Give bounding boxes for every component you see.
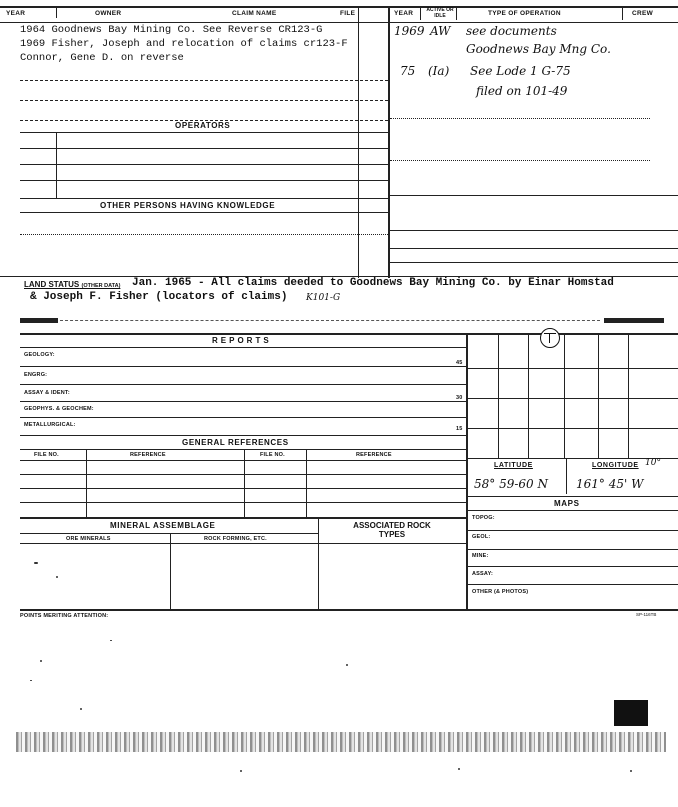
rule bbox=[468, 510, 678, 511]
rule bbox=[468, 566, 678, 567]
land-status-note: K101-G bbox=[306, 293, 341, 303]
report-num: 15 bbox=[456, 426, 463, 432]
points-attention-label: POINTS MERITING ATTENTION: bbox=[20, 613, 109, 619]
owner-row: Connor, Gene D. on reverse bbox=[20, 52, 184, 64]
rule bbox=[390, 160, 650, 161]
rule bbox=[390, 248, 678, 249]
op-year: 75 bbox=[400, 64, 416, 78]
rule bbox=[20, 164, 388, 165]
divider bbox=[622, 8, 623, 20]
op-text: see documents bbox=[466, 24, 557, 38]
divider bbox=[318, 517, 319, 609]
longitude-label: LONGITUDE bbox=[592, 462, 639, 469]
reports-heading: REPORTS bbox=[212, 336, 272, 345]
rule bbox=[60, 320, 600, 321]
land-status-line1: Jan. 1965 - All claims deeded to Goodnews Bay Mining Co. by Einar Homstad bbox=[132, 277, 614, 289]
rule bbox=[20, 198, 388, 199]
ref-col-reference: REFERENCE bbox=[130, 452, 166, 458]
divider bbox=[244, 449, 245, 517]
divider bbox=[56, 8, 57, 18]
ref-col-file: FILE NO. bbox=[34, 452, 59, 458]
speck bbox=[34, 562, 38, 564]
divider bbox=[86, 449, 87, 517]
rule bbox=[20, 100, 388, 101]
rule bbox=[20, 609, 678, 611]
divider bbox=[566, 458, 567, 494]
speck bbox=[30, 680, 32, 681]
rule bbox=[20, 148, 388, 149]
rule bbox=[20, 533, 318, 534]
speck bbox=[240, 770, 242, 772]
divider bbox=[56, 132, 57, 198]
rule bbox=[20, 435, 466, 436]
mineral-col-rock: ROCK FORMING, ETC. bbox=[204, 536, 267, 542]
rule bbox=[20, 401, 466, 402]
form-number: SP-116TB bbox=[636, 612, 657, 617]
scan-blot bbox=[614, 700, 648, 726]
report-label: ENGRG: bbox=[24, 372, 48, 378]
ref-col-file2: FILE NO. bbox=[260, 452, 285, 458]
report-label: ASSAY & IDENT: bbox=[24, 390, 70, 396]
speck bbox=[40, 660, 42, 662]
speck bbox=[630, 770, 632, 772]
rule bbox=[20, 502, 466, 503]
rule bbox=[20, 488, 466, 489]
col-owner: OWNER bbox=[95, 10, 122, 17]
latitude-label: LATITUDE bbox=[494, 462, 533, 469]
op-status: (Ia) bbox=[428, 64, 450, 78]
rule bbox=[20, 347, 466, 348]
township-grid bbox=[468, 334, 678, 458]
op-text: See Lode 1 G-75 bbox=[470, 64, 571, 78]
rule bbox=[20, 234, 388, 235]
speck bbox=[346, 664, 348, 666]
scan-smear bbox=[16, 732, 666, 752]
circled-t-marker bbox=[540, 328, 560, 348]
op-status: AW bbox=[430, 24, 451, 38]
speck bbox=[56, 576, 58, 578]
map-row: OTHER (& PHOTOS) bbox=[472, 589, 529, 595]
col-claim-name: CLAIM NAME bbox=[232, 10, 277, 17]
ref-col-reference2: REFERENCE bbox=[356, 452, 392, 458]
map-row: TOPOG: bbox=[472, 515, 495, 521]
op-year: 1969 bbox=[394, 24, 425, 38]
mineral-assemblage-heading: MINERAL ASSEMBLAGE bbox=[110, 521, 216, 530]
rule bbox=[390, 262, 678, 263]
owner-row: 1969 Fisher, Joseph and relocation of claims cr123-F bbox=[20, 38, 348, 50]
rule bbox=[20, 366, 466, 367]
rule bbox=[20, 180, 388, 181]
divider bbox=[306, 449, 307, 517]
divider bbox=[388, 8, 390, 278]
longitude-mark: 10° bbox=[645, 458, 661, 468]
report-label: GEOLOGY: bbox=[24, 352, 55, 358]
smudge bbox=[604, 318, 664, 323]
col-type-of-operation: TYPE OF OPERATION bbox=[488, 10, 561, 17]
associated-rock-types-heading: ASSOCIATED ROCK TYPES bbox=[353, 521, 431, 539]
rule bbox=[390, 230, 678, 231]
rule bbox=[20, 474, 466, 475]
map-row: ASSAY: bbox=[472, 571, 494, 577]
land-status-line2: & Joseph F. Fisher (locators of claims) bbox=[30, 291, 288, 303]
latitude-value: 58° 59-60 N bbox=[474, 477, 548, 491]
map-row: MINE: bbox=[472, 553, 489, 559]
col-active-idle: ACTIVE OR IDLE bbox=[426, 7, 454, 19]
general-references-heading: GENERAL REFERENCES bbox=[182, 438, 289, 447]
rule bbox=[20, 132, 388, 133]
land-status-label: LAND STATUS (OTHER DATA) bbox=[24, 280, 121, 289]
col-file: FILE bbox=[340, 10, 356, 17]
col-year: YEAR bbox=[6, 10, 26, 17]
rule bbox=[20, 417, 466, 418]
speck bbox=[458, 768, 460, 770]
maps-heading: MAPS bbox=[554, 499, 580, 508]
operators-heading: OPERATORS bbox=[175, 121, 231, 130]
divider bbox=[456, 8, 457, 20]
rule bbox=[20, 543, 466, 544]
rule bbox=[468, 584, 678, 585]
speck bbox=[110, 640, 112, 641]
rule bbox=[468, 549, 678, 550]
rule bbox=[20, 384, 466, 385]
divider bbox=[420, 8, 421, 20]
divider bbox=[358, 8, 359, 278]
rule bbox=[468, 496, 678, 497]
report-label: GEOPHYS. & GEOCHEM: bbox=[24, 406, 94, 412]
col-year2: YEAR bbox=[394, 10, 414, 17]
rule bbox=[20, 80, 388, 81]
map-row: GEOL: bbox=[472, 534, 491, 540]
divider bbox=[170, 533, 171, 609]
report-num: 30 bbox=[456, 395, 463, 401]
rule bbox=[390, 118, 650, 119]
rule bbox=[468, 530, 678, 531]
rule bbox=[20, 212, 388, 213]
other-persons-heading: OTHER PERSONS HAVING KNOWLEDGE bbox=[100, 201, 276, 210]
report-label: METALLURGICAL: bbox=[24, 422, 76, 428]
owner-row: 1964 Goodnews Bay Mining Co. See Reverse CR123-G bbox=[20, 24, 323, 36]
report-num: 45 bbox=[456, 360, 463, 366]
rule bbox=[390, 195, 678, 196]
smudge bbox=[20, 318, 58, 323]
op-text: Goodnews Bay Mng Co. bbox=[466, 42, 611, 56]
speck bbox=[80, 708, 82, 710]
mineral-col-ore: ORE MINERALS bbox=[66, 536, 111, 542]
rule bbox=[20, 517, 466, 519]
longitude-value: 161° 45' W bbox=[576, 477, 644, 491]
col-crew: CREW bbox=[632, 10, 654, 17]
op-text: filed on 101-49 bbox=[476, 84, 568, 98]
